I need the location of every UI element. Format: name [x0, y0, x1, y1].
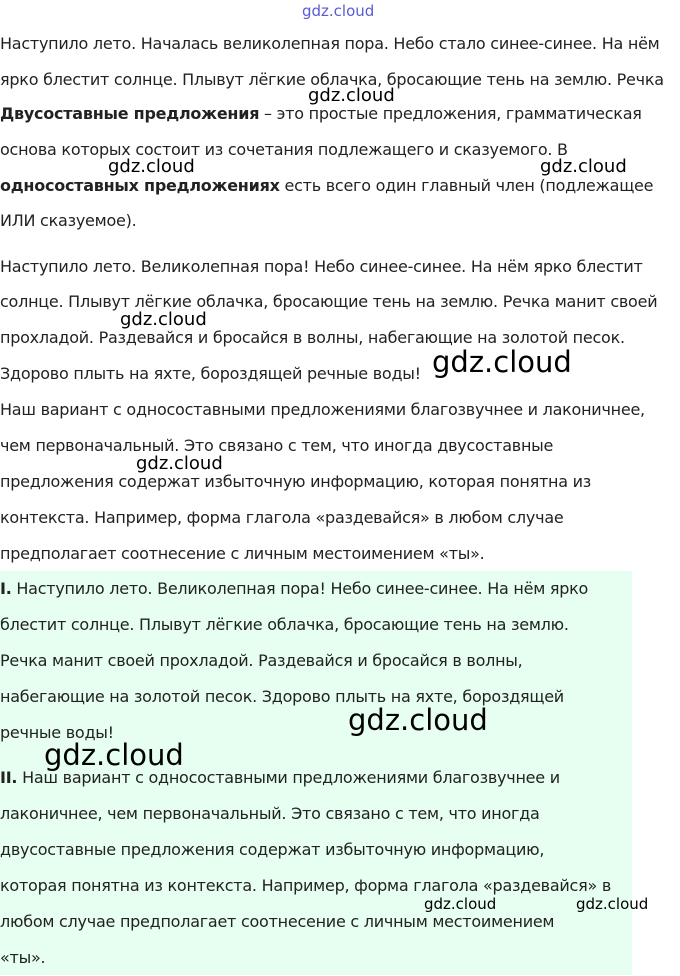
watermark: gdz.cloud — [44, 738, 184, 772]
comparison-text-line: контекста. Например, форма глагола «раздевайся» в любом случае — [0, 508, 564, 527]
original-text-line: Наступило лето. Началась великолепная пора. Небо стало синее-синее. На нём — [0, 34, 660, 53]
watermark: gdz.cloud — [576, 895, 649, 913]
watermark: gdz.cloud — [308, 85, 395, 106]
answer-line: которая понятна из контекста. Например, форма глагола «раздевайся» в — [0, 876, 612, 895]
watermark: gdz.cloud — [120, 309, 207, 330]
answer-line: любом случае предполагает соотнесение с личным местоимением — [0, 912, 555, 931]
answer-text: Наступило лето. Великолепная пора! Небо синее-синее. На нём ярко — [11, 579, 589, 598]
comparison-text-line: Наш вариант с односоставными предложениями благозвучнее и лаконичнее, — [0, 400, 645, 419]
rewritten-text-line: прохладой. Раздевайся и бросайся в волны, набегающие на золотой песок. — [0, 328, 625, 347]
answer-line: Речка манит своей прохладой. Раздевайся и бросайся в волны, — [0, 651, 523, 670]
rewritten-text-line: солнце. Плывут лёгкие облачка, бросающие тень на землю. Речка манит своей — [0, 292, 658, 311]
answer-text: Наш вариант с односоставными предложениями благозвучнее и — [17, 768, 560, 787]
comparison-text-line: предложения содержат избыточную информацию, которая понятна из — [0, 472, 592, 491]
rewritten-text-line: Здорово плыть на яхте, бороздящей речные воды! — [0, 364, 421, 383]
theory-text: есть всего один главный член (подлежащее — [279, 176, 654, 195]
answer-line: «ты». — [0, 948, 46, 967]
theory-text: – это простые предложения, грамматическая — [259, 104, 642, 123]
part-marker: I. — [0, 579, 12, 598]
part-marker: II. — [0, 768, 18, 787]
answer-line: речные воды! — [0, 723, 114, 742]
rewritten-text-line: Наступило лето. Великолепная пора! Небо синее-синее. На нём ярко блестит — [0, 257, 643, 276]
answer-line: набегающие на золотой песок. Здорово плыть на яхте, бороздящей — [0, 687, 564, 706]
watermark: gdz.cloud — [108, 156, 195, 177]
original-text-line: ярко блестит солнце. Плывут лёгкие облачка, бросающие тень на землю. Речка — [0, 70, 664, 89]
answer-line: лаконичнее, чем первоначальный. Это связано с тем, что иногда — [0, 804, 540, 823]
watermark: gdz.cloud — [348, 703, 488, 737]
term-bold: Двусоставные предложения — [0, 104, 260, 123]
comparison-text-line: предполагает соотнесение с личным местоимением «ты». — [0, 544, 485, 563]
watermark: gdz.cloud — [432, 345, 572, 379]
answer-line: блестит солнце. Плывут лёгкие облачка, бросающие тень на землю. — [0, 615, 569, 634]
watermark: gdz.cloud — [424, 895, 497, 913]
watermark: gdz.cloud — [136, 453, 223, 474]
term-bold: односоставных предложениях — [0, 176, 280, 195]
theory-line: основа которых состоит из сочетания подлежащего и сказуемого. В — [0, 140, 568, 159]
watermark: gdz.cloud — [540, 156, 627, 177]
theory-line: ИЛИ сказуемое). — [0, 211, 137, 230]
answer-line — [0, 571, 588, 607]
answer-line: двусоставные предложения содержат избыточную информацию, — [0, 840, 545, 859]
watermark: gdz.cloud — [302, 2, 375, 20]
comparison-text-line: чем первоначальный. Это связано с тем, что иногда двусоставные — [0, 436, 554, 455]
